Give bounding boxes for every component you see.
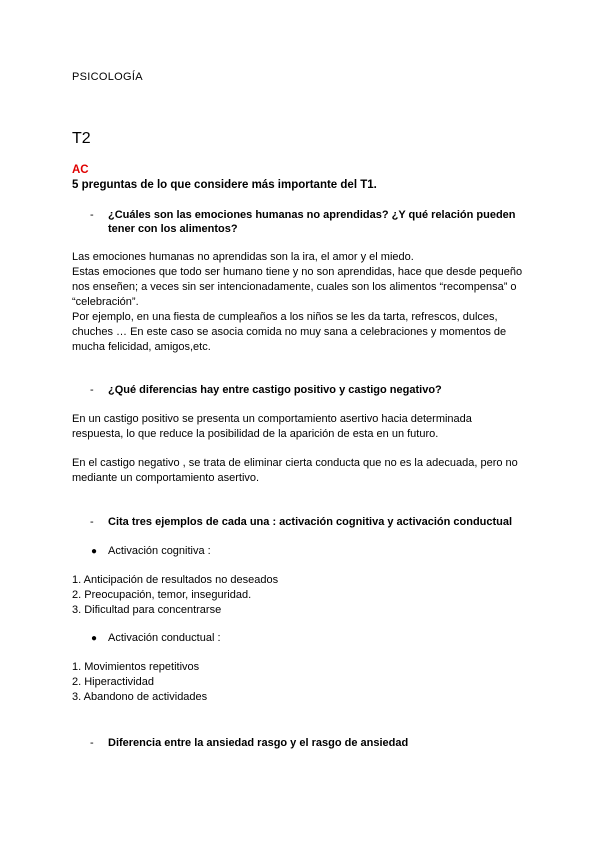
section-label: AC (72, 164, 89, 176)
q1-answer-line: chuches … En este caso se asocia comida no muy sana a celebraciones y momentos de (72, 326, 507, 338)
cognitive-list (72, 573, 542, 618)
list-item: 3. Abandono de actividades (72, 691, 208, 703)
list-item: 1. Movimientos repetitivos (72, 661, 200, 673)
behavioral-list (72, 660, 542, 705)
q2-answer-line: respuesta, lo que reduce la posibilidad de la aparición de esta en un futuro. (72, 428, 439, 440)
q1-answer-line: Por ejemplo, en una fiesta de cumpleaños a los niños se les da tarta, refrescos, dulces, (72, 311, 498, 323)
list-item: 2. Preocupación, temor, inseguridad. (72, 589, 252, 601)
q1-dash: - (90, 209, 94, 221)
behavioral-bullet: ● (91, 633, 98, 644)
cognitive-bullet: ● (91, 546, 98, 557)
subject-title: PSICOLOGÍA (72, 71, 143, 83)
q1-answer-line: Estas emociones que todo ser humano tiene y no son aprendidas, hace que desde pequeño (72, 266, 523, 278)
q2-answer-line: mediante un comportamiento asertivo. (72, 472, 260, 484)
q2-answer-positive (72, 412, 542, 442)
q2-line1: ¿Qué diferencias hay entre castigo positivo y castigo negativo? (108, 384, 442, 396)
q4-line1: Diferencia entre la ansiedad rasgo y el rasgo de ansiedad (108, 737, 409, 749)
q1-answer-line: Las emociones humanas no aprendidas son la ira, el amor y el miedo. (72, 251, 414, 263)
q1-answer-line: “celebración”. (72, 296, 139, 308)
intro-text: 5 preguntas de lo que considere más importante del T1. (72, 179, 377, 191)
q3-line1: Cita tres ejemplos de cada una : activación cognitiva y activación conductual (108, 516, 513, 528)
q2-answer-line: En un castigo positivo se presenta un comportamiento asertivo hacia determinada (72, 413, 472, 425)
q1-answer-line: mucha felicidad, amigos,etc. (72, 341, 211, 353)
list-item: 3. Dificultad para concentrarse (72, 604, 222, 616)
q2-dash: - (90, 384, 94, 396)
topic-heading: T2 (72, 130, 91, 147)
q3-dash: - (90, 516, 94, 528)
q2-answer-negative (72, 456, 542, 486)
list-item: 2. Hiperactividad (72, 676, 154, 688)
list-item: 1. Anticipación de resultados no deseados (72, 574, 279, 586)
q1-answer-line: nos enseñen; a veces sin ser intencionadamente, cuales son los alimentos “recompensa” o (72, 281, 517, 293)
q4-dash: - (90, 737, 94, 749)
behavioral-label: Activación conductual : (108, 632, 221, 644)
q1-line2: tener con los alimentos? (108, 223, 238, 235)
cognitive-label: Activación cognitiva : (108, 545, 211, 557)
q2-answer-line: En el castigo negativo , se trata de eliminar cierta conducta que no es la adecuada, pero no (72, 457, 518, 469)
q1-answer (72, 250, 542, 355)
q1-line1: ¿Cuáles son las emociones humanas no aprendidas? ¿Y qué relación pueden (108, 209, 516, 221)
